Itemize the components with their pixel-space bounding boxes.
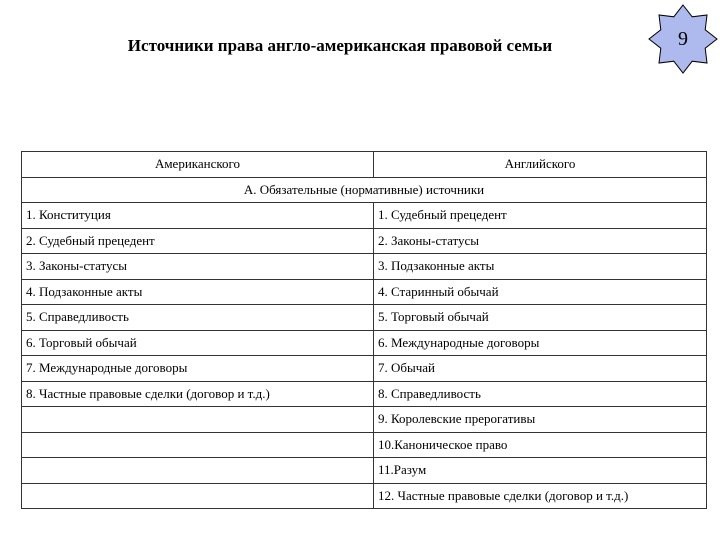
cell-american: 4. Подзаконные акты [22,279,374,305]
cell-english: 7. Обычай [374,356,707,382]
table-row [22,432,707,458]
table-header-row [22,152,707,178]
cell-american: 3. Законы-статусы [22,254,374,280]
table-row [22,203,707,229]
cell-american: 7. Международные договоры [22,356,374,382]
cell-english: 5. Торговый обычай [374,305,707,331]
table-row [22,356,707,382]
cell-american [22,407,374,433]
table-row [22,407,707,433]
section-row [22,177,707,203]
header-english: Английского [374,152,707,178]
cell-english: 11.Разум [374,458,707,484]
table-row [22,458,707,484]
cell-english: 4. Старинный обычай [374,279,707,305]
table-row [22,483,707,509]
page-title: Источники права англо-американская правовой семьи [127,36,553,55]
slide-number-badge [648,4,718,74]
cell-english: 1. Судебный прецедент [374,203,707,229]
cell-american: 8. Частные правовые сделки (договор и т.д.) [22,381,374,407]
table-row [22,228,707,254]
cell-american [22,483,374,509]
table-row [22,254,707,280]
cell-american [22,458,374,484]
legal-sources-table [21,151,707,509]
header-american: Американского [22,152,374,178]
table-row [22,305,707,331]
cell-english: 6. Международные договоры [374,330,707,356]
cell-english: 9. Королевские прерогативы [374,407,707,433]
table-row [22,381,707,407]
cell-english: 2. Законы-статусы [374,228,707,254]
table-row [22,279,707,305]
cell-american: 1. Конституция [22,203,374,229]
section-title: А. Обязательные (нормативные) источники [22,177,707,203]
cell-american [22,432,374,458]
cell-american: 5. Справедливость [22,305,374,331]
cell-english: 8. Справедливость [374,381,707,407]
cell-english: 3. Подзаконные акты [374,254,707,280]
cell-english: 12. Частные правовые сделки (договор и т.д.) [374,483,707,509]
table-row [22,330,707,356]
cell-american: 6. Торговый обычай [22,330,374,356]
slide-number: 9 [678,27,688,50]
cell-american: 2. Судебный прецедент [22,228,374,254]
cell-english: 10.Каноническое право [374,432,707,458]
